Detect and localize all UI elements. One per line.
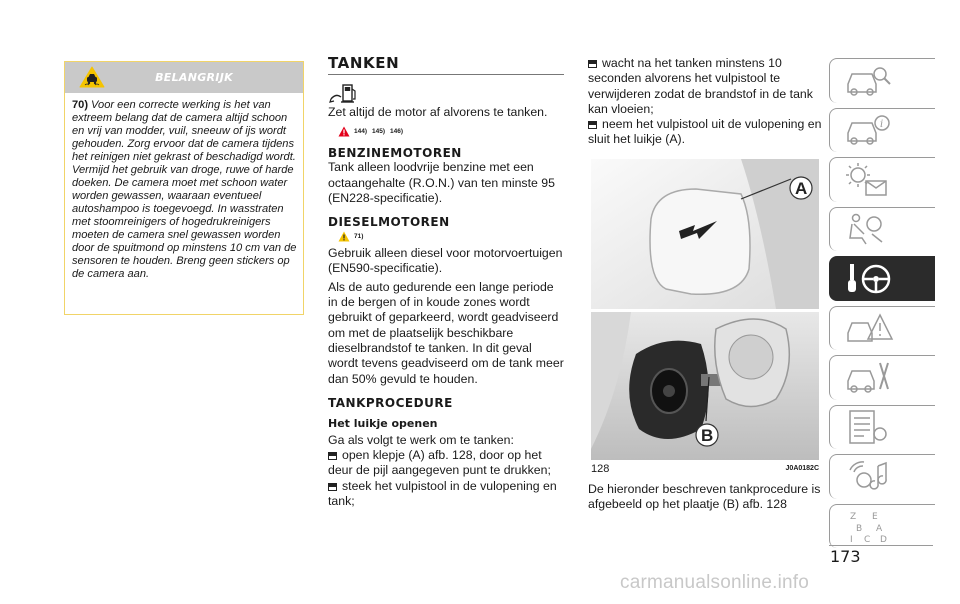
watermark: carmanualsonline.info [620, 572, 810, 593]
tab-maintenance[interactable] [829, 355, 935, 400]
tab-multimedia[interactable] [829, 454, 935, 499]
car-warning-icon [842, 309, 894, 347]
car-search-icon [842, 62, 894, 100]
open-flap-heading: Het luikje openen [328, 416, 438, 430]
tab-emergency[interactable] [829, 306, 935, 351]
reference-145[interactable]: 145) [372, 128, 386, 136]
fuel-pump-icon [328, 83, 358, 105]
bullet-item: open klepje (A) afb. 128, door op het deur de pijl aangegeven punt te drukken; [328, 448, 551, 478]
car-info-icon [842, 111, 894, 149]
tab-getting-to-know-car[interactable] [829, 58, 935, 103]
svg-text:E: E [872, 512, 878, 523]
bullet-item: wacht na het tanken minstens 10 seconden alvorens het vulpistool te verwijderen zodat de brandstof in de tank kan vloeien; [588, 56, 813, 116]
mountain-text: Als de auto gedurende een lange periode in de bergen of in koude zones wordt gebruikt of geparkeerd, wordt geadviseerd om met de plaatselijk beschikbare dieselbrandstof te tanken. In dit geval wordt tevens geadviseerd om de tank meer dan 50% gevuld te houden. [328, 279, 564, 386]
bullet-item: neem het vulpistool uit de vulopening en sluit het luikje (A). [588, 117, 822, 147]
specifications-icon [842, 408, 894, 446]
tab-starting-driving[interactable] [829, 256, 935, 301]
warning-title: BELANGRIJK [155, 71, 233, 84]
multimedia-icon [842, 458, 894, 496]
label-b: B [701, 426, 714, 445]
reference-71[interactable]: 71) [354, 233, 364, 241]
diesel-references [338, 231, 564, 242]
warning-triangle-icon [338, 126, 350, 137]
intro-text: Zet altijd de motor af alvorens te tanken. [328, 105, 548, 119]
car-tools-icon [842, 359, 894, 397]
middle-column [328, 54, 564, 509]
warning-references [338, 126, 564, 137]
tab-index[interactable] [829, 504, 935, 549]
page-number-rule [829, 545, 933, 546]
procedure-heading: TANKPROCEDURE [328, 395, 453, 410]
car-skid-warning-icon [79, 66, 105, 88]
seat-airbag-icon [842, 210, 894, 248]
label-a: A [795, 179, 808, 198]
warning-text [65, 93, 303, 281]
fuel-flap-illustration [591, 159, 819, 460]
bullet-icon [328, 452, 337, 460]
petrol-heading: BENZINEMOTOREN [328, 146, 462, 161]
bullet-icon [588, 60, 597, 68]
chapter-sidebar [829, 58, 935, 553]
warning-body: Voor een correcte werking is het van extreem belang dat de camera altijd schoon en vrij van modder, vuil, sneeuw of ijs wordt gehouden. Zorg ervoor dat de camera tijdens het reinigen niet gekrast of beschadigd wordt. Vermijd het gebruik van droge, ruwe of harde doeken. De camera moet met schoon water worden gewassen, waaraan eventueel autoshampoo is toegevoegd. In wasstraten met stoomreinigers of hogedrukreinigers moeten de camera snel gewassen worden door de spuitmond op minstens 10 cm van de sensoren te houden. Breng geen stickers op de camera aan. [72, 99, 297, 280]
figure-caption [591, 463, 819, 475]
tab-warning-lights[interactable] [829, 157, 935, 202]
petrol-text: Tank alleen loodvrije benzine met een octaangehalte (R.O.N.) van ten minste 95 (EN228-specificatie). [328, 160, 555, 205]
reference-146[interactable]: 146) [390, 128, 404, 136]
section-heading: TANKEN [328, 54, 564, 75]
warning-header [65, 62, 303, 93]
bullet-icon [328, 483, 337, 491]
tab-dashboard-info[interactable] [829, 108, 935, 153]
svg-text:A: A [876, 524, 883, 535]
diesel-text: Gebruik alleen diesel voor motorvoertuigen (EN590-specificatie). [328, 246, 563, 276]
figure-number: 128 [591, 463, 610, 475]
svg-text:i: i [880, 119, 884, 131]
bullet-icon [588, 121, 597, 129]
key-steering-wheel-icon [842, 260, 894, 298]
right-column [588, 56, 824, 148]
open-intro: Ga als volgt te werk om te tanken: [328, 432, 514, 447]
diesel-heading: DIESELMOTOREN [328, 215, 450, 230]
lights-message-icon [842, 161, 894, 199]
svg-text:D: D [880, 535, 887, 546]
page-number: 173 [830, 547, 861, 566]
attention-triangle-icon [338, 231, 350, 242]
svg-text:B: B [856, 524, 863, 535]
reference-144[interactable]: 144) [354, 128, 368, 136]
fuel-flap-figure [591, 159, 819, 460]
svg-text:C: C [864, 535, 871, 546]
procedure-note: De hieronder beschreven tankprocedure is afgebeeld op het plaatje (B) afb. 128 [588, 482, 821, 512]
svg-text:Z: Z [850, 512, 857, 523]
warning-number: 70) [72, 99, 89, 111]
warning-box [64, 61, 304, 315]
svg-text:I: I [850, 535, 853, 546]
bullet-item: steek het vulpistool in de vulopening en tank; [328, 478, 557, 509]
tab-safety[interactable] [829, 207, 935, 252]
tab-technical-data[interactable] [829, 405, 935, 450]
figure-code: J0A0182C [785, 465, 819, 472]
alphabet-index-icon [842, 507, 894, 545]
